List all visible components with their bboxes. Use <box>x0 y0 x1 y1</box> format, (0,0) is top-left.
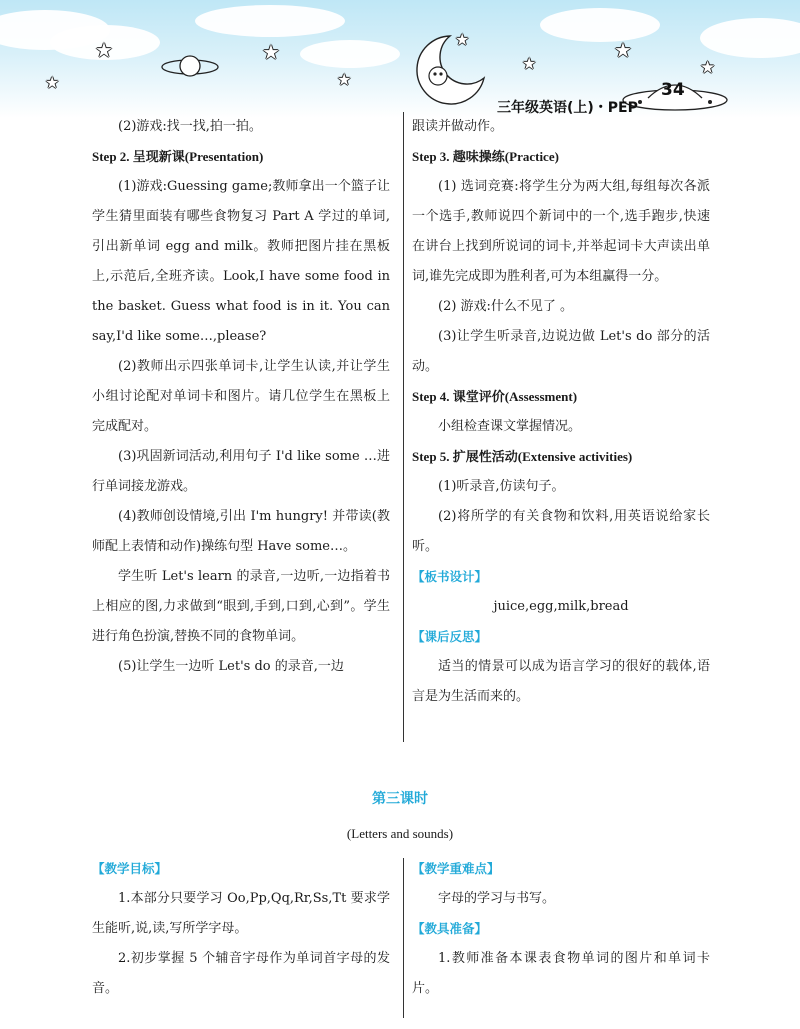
star-icon: ★ <box>262 40 280 64</box>
star-icon: ★ <box>700 58 716 78</box>
column-divider-bottom <box>403 858 404 1018</box>
cloud-decoration <box>700 18 800 58</box>
section-tag: 【教具准备】 <box>412 921 488 936</box>
column-divider <box>403 112 404 742</box>
star-icon: ★ <box>522 54 537 73</box>
lesson-title: 第三课时 <box>372 791 428 807</box>
paragraph: 1.本部分只要学习 Oo,Pp,Qq,Rr,Ss,Tt 要求学生能听,说,读,写所学字母。 <box>92 891 390 936</box>
paragraph: (2)教师出示四张单词卡,让学生认读,并让学生小组讨论配对单词卡和图片。请几位学生在黑板上完成配对。 <box>92 359 390 434</box>
paragraph: (2)游戏:找一找,拍一拍。 <box>118 119 262 134</box>
bottom-right-column <box>412 854 710 1004</box>
star-icon: ★ <box>614 38 632 62</box>
page-header <box>0 0 800 118</box>
paragraph: 1.教师准备本课表食物单词的图片和单词卡片。 <box>412 951 710 996</box>
paragraph: (1) 选词竞赛:将学生分为两大组,每组每次各派一个选手,教师说四个新词中的一个,选手跑步,快速在讲台上找到所说词的词卡,并举起词卡大声读出单词,谁先完成即为胜利者,可为本组赢得一分。 <box>412 179 710 284</box>
paragraph: (1)听录音,仿读句子。 <box>438 479 565 494</box>
page-number: 34 <box>661 80 685 100</box>
paragraph: 适当的情景可以成为语言学习的很好的载体,语言是为生活而来的。 <box>412 659 710 704</box>
bottom-left-column <box>92 854 390 1004</box>
step-heading: Step 2. 呈现新课(Presentation) <box>92 149 264 164</box>
paragraph: 2.初步掌握 5 个辅音字母作为单词首字母的发音。 <box>92 951 390 996</box>
right-column <box>412 112 710 712</box>
star-icon: ★ <box>337 70 352 89</box>
lesson-subtitle: (Letters and sounds) <box>346 826 454 841</box>
paragraph: (3)让学生听录音,边说边做 Let's do 部分的活动。 <box>412 329 710 374</box>
section-tag: 【板书设计】 <box>412 569 488 584</box>
section-tag: 【教学重难点】 <box>412 861 500 876</box>
board-words: juice,egg,milk,bread <box>493 599 629 614</box>
paragraph: (5)让学生一边听 Let's do 的录音,一边 <box>118 659 344 674</box>
step-heading: Step 4. 课堂评价(Assessment) <box>412 389 578 404</box>
paragraph: 小组检查课文掌握情况。 <box>438 419 582 434</box>
step-heading: Step 3. 趣味操练(Practice) <box>412 149 559 164</box>
paragraph: (1)游戏:Guessing game;教师拿出一个篮子让学生猜里面装有哪些食物复习 Part A 学过的单词,引出新单词 egg and milk。教师把图片挂在黑板上,示范后,全班齐读。Look,I have some food in the basket. Guess what food is in it. You can say,I'd like some…,please? <box>92 179 390 344</box>
book-title: 三年级英语(上)・PEP <box>497 100 638 116</box>
star-icon: ★ <box>45 73 60 92</box>
paragraph: (3)巩固新词活动,利用句子 I'd like some …进行单词接龙游戏。 <box>92 449 390 494</box>
left-column <box>92 112 390 682</box>
paragraph: (2) 游戏:什么不见了 。 <box>438 299 574 314</box>
paragraph: 字母的学习与书写。 <box>438 891 556 906</box>
step-heading: Step 5. 扩展性活动(Extensive activities) <box>412 449 633 464</box>
star-icon: ★ <box>95 38 113 62</box>
paragraph: (2)将所学的有关食物和饮料,用英语说给家长听。 <box>412 509 710 554</box>
section-tag: 【课后反思】 <box>412 629 488 644</box>
star-icon: ★ <box>455 30 470 49</box>
cloud-decoration <box>195 5 345 37</box>
moon-icon <box>410 30 490 110</box>
cloud-decoration <box>540 8 660 42</box>
paragraph: 学生听 Let's learn 的录音,一边听,一边指着书上相应的图,力求做到“眼到,手到,口到,心到”。学生进行角色扮演,替换不同的食物单词。 <box>92 569 390 644</box>
cloud-decoration <box>300 40 400 68</box>
planet-icon <box>160 52 220 82</box>
paragraph: 跟读并做动作。 <box>412 119 504 134</box>
section-tag: 【教学目标】 <box>92 861 168 876</box>
paragraph: (4)教师创设情境,引出 I'm hungry! 并带读(教师配上表情和动作)操练句型 Have some…。 <box>92 509 390 554</box>
